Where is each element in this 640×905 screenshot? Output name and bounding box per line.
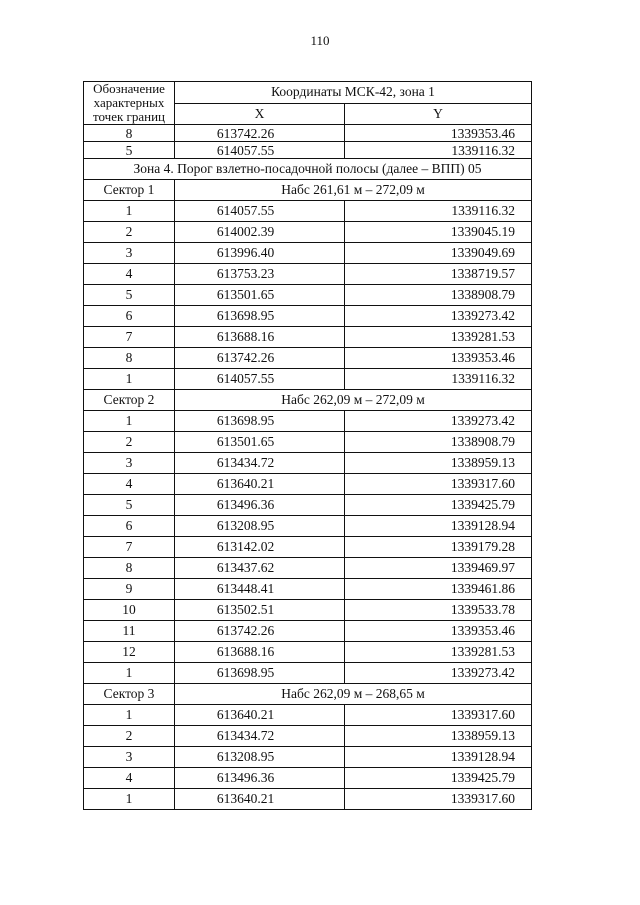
table-row <box>84 747 532 768</box>
table-row <box>84 600 532 621</box>
x-coordinate-cell: 613688.16 <box>175 642 345 663</box>
x-coordinate-cell: 613996.40 <box>175 243 345 264</box>
point-number-cell: 3 <box>84 453 175 474</box>
table-row <box>84 411 532 432</box>
y-coordinate-cell: 1339179.28 <box>345 537 532 558</box>
x-coordinate-cell: 613698.95 <box>175 306 345 327</box>
y-coordinate-cell: 1339425.79 <box>345 495 532 516</box>
y-coordinate-cell: 1339353.46 <box>345 348 532 369</box>
point-number-cell: 1 <box>84 663 175 684</box>
table-row <box>84 663 532 684</box>
table-row <box>84 348 532 369</box>
point-number-cell: 8 <box>84 348 175 369</box>
sector-height-range: Набс 261,61 м – 272,09 м <box>175 180 532 201</box>
x-coordinate-cell: 613640.21 <box>175 474 345 495</box>
table-row <box>84 621 532 642</box>
y-coordinate-cell: 1338959.13 <box>345 453 532 474</box>
table-row <box>84 327 532 348</box>
y-coordinate-cell: 1339533.78 <box>345 600 532 621</box>
coords-title-header: Координаты МСК-42, зона 1 <box>175 82 532 104</box>
x-coordinate-cell: 614057.55 <box>175 201 345 222</box>
zone-title: Зона 4. Порог взлетно-посадочной полосы (далее – ВПП) 05 <box>84 159 532 180</box>
table-row <box>84 726 532 747</box>
x-coordinate-cell: 613501.65 <box>175 285 345 306</box>
x-coordinate-cell: 613698.95 <box>175 663 345 684</box>
x-coordinate-cell: 613698.95 <box>175 411 345 432</box>
point-number-cell: 1 <box>84 789 175 810</box>
point-number-cell: 3 <box>84 243 175 264</box>
point-number-cell: 1 <box>84 201 175 222</box>
x-coordinate-cell: 614057.55 <box>175 142 345 159</box>
y-coordinate-cell: 1339469.97 <box>345 558 532 579</box>
x-coordinate-cell: 613640.21 <box>175 705 345 726</box>
x-coordinate-cell: 613496.36 <box>175 768 345 789</box>
sector-height-range: Набс 262,09 м – 268,65 м <box>175 684 532 705</box>
point-number-cell: 4 <box>84 474 175 495</box>
page-number: 110 <box>310 33 330 48</box>
table-row <box>84 495 532 516</box>
y-column-header: Y <box>345 103 532 125</box>
sector-label: Сектор 1 <box>84 180 175 201</box>
x-coordinate-cell: 613753.23 <box>175 264 345 285</box>
table-row <box>84 369 532 390</box>
table-row <box>84 579 532 600</box>
y-coordinate-cell: 1339317.60 <box>345 705 532 726</box>
y-coordinate-cell: 1339353.46 <box>345 621 532 642</box>
table-row <box>84 264 532 285</box>
point-number-cell: 10 <box>84 600 175 621</box>
x-coordinate-cell: 613448.41 <box>175 579 345 600</box>
y-coordinate-cell: 1339116.32 <box>345 201 532 222</box>
table-row <box>84 537 532 558</box>
x-coordinate-cell: 613742.26 <box>175 348 345 369</box>
table-row <box>84 642 532 663</box>
y-coordinate-cell: 1339273.42 <box>345 411 532 432</box>
point-number-cell: 2 <box>84 432 175 453</box>
point-number-cell: 4 <box>84 768 175 789</box>
point-number-cell: 5 <box>84 285 175 306</box>
y-coordinate-cell: 1339317.60 <box>345 789 532 810</box>
point-number-cell: 2 <box>84 726 175 747</box>
x-coordinate-cell: 613434.72 <box>175 726 345 747</box>
point-designation-header: Обозначение характерных точек границ <box>84 82 175 125</box>
sector-header-row <box>84 390 532 411</box>
point-number-cell: 8 <box>84 558 175 579</box>
table-row <box>84 474 532 495</box>
x-coordinate-cell: 613434.72 <box>175 453 345 474</box>
y-coordinate-cell: 1339425.79 <box>345 768 532 789</box>
point-number-cell: 11 <box>84 621 175 642</box>
y-coordinate-cell: 1339273.42 <box>345 306 532 327</box>
x-coordinate-cell: 613496.36 <box>175 495 345 516</box>
table-row <box>84 453 532 474</box>
y-coordinate-cell: 1339116.32 <box>345 142 532 159</box>
y-coordinate-cell: 1339353.46 <box>345 125 532 142</box>
point-number-cell: 6 <box>84 516 175 537</box>
y-coordinate-cell: 1338908.79 <box>345 432 532 453</box>
table-row <box>84 201 532 222</box>
table-row <box>84 125 532 142</box>
table-row <box>84 142 532 159</box>
y-coordinate-cell: 1339049.69 <box>345 243 532 264</box>
sector-header-row <box>84 684 532 705</box>
y-coordinate-cell: 1339461.86 <box>345 579 532 600</box>
point-number-cell: 1 <box>84 411 175 432</box>
table-row <box>84 789 532 810</box>
point-number-cell: 4 <box>84 264 175 285</box>
point-number-cell: 5 <box>84 142 175 159</box>
table-row <box>84 222 532 243</box>
x-coordinate-cell: 613142.02 <box>175 537 345 558</box>
y-coordinate-cell: 1339317.60 <box>345 474 532 495</box>
point-number-cell: 6 <box>84 306 175 327</box>
point-number-cell: 7 <box>84 327 175 348</box>
x-coordinate-cell: 613208.95 <box>175 747 345 768</box>
y-coordinate-cell: 1338908.79 <box>345 285 532 306</box>
point-number-cell: 8 <box>84 125 175 142</box>
coordinates-table <box>83 81 532 810</box>
table-row <box>84 306 532 327</box>
x-coordinate-cell: 613437.62 <box>175 558 345 579</box>
x-coordinate-cell: 613640.21 <box>175 789 345 810</box>
y-coordinate-cell: 1338959.13 <box>345 726 532 747</box>
x-coordinate-cell: 614002.39 <box>175 222 345 243</box>
table-row <box>84 516 532 537</box>
x-coordinate-cell: 613742.26 <box>175 125 345 142</box>
sector-label: Сектор 2 <box>84 390 175 411</box>
y-coordinate-cell: 1339045.19 <box>345 222 532 243</box>
y-coordinate-cell: 1339281.53 <box>345 327 532 348</box>
table-row <box>84 243 532 264</box>
point-number-cell: 1 <box>84 705 175 726</box>
x-column-header: X <box>175 103 345 125</box>
y-coordinate-cell: 1339128.94 <box>345 516 532 537</box>
table-row <box>84 285 532 306</box>
x-coordinate-cell: 614057.55 <box>175 369 345 390</box>
sector-height-range: Набс 262,09 м – 272,09 м <box>175 390 532 411</box>
x-coordinate-cell: 613502.51 <box>175 600 345 621</box>
x-coordinate-cell: 613742.26 <box>175 621 345 642</box>
x-coordinate-cell: 613688.16 <box>175 327 345 348</box>
table-row <box>84 705 532 726</box>
point-number-cell: 3 <box>84 747 175 768</box>
zone-title-row <box>84 159 532 180</box>
y-coordinate-cell: 1338719.57 <box>345 264 532 285</box>
table-row <box>84 558 532 579</box>
point-number-cell: 12 <box>84 642 175 663</box>
table-row <box>84 768 532 789</box>
y-coordinate-cell: 1339116.32 <box>345 369 532 390</box>
header-row <box>84 82 532 104</box>
point-number-cell: 5 <box>84 495 175 516</box>
point-number-cell: 9 <box>84 579 175 600</box>
sector-header-row <box>84 180 532 201</box>
sector-label: Сектор 3 <box>84 684 175 705</box>
point-number-cell: 1 <box>84 369 175 390</box>
table-row <box>84 432 532 453</box>
point-number-cell: 2 <box>84 222 175 243</box>
y-coordinate-cell: 1339128.94 <box>345 747 532 768</box>
x-coordinate-cell: 613208.95 <box>175 516 345 537</box>
point-number-cell: 7 <box>84 537 175 558</box>
y-coordinate-cell: 1339273.42 <box>345 663 532 684</box>
y-coordinate-cell: 1339281.53 <box>345 642 532 663</box>
x-coordinate-cell: 613501.65 <box>175 432 345 453</box>
